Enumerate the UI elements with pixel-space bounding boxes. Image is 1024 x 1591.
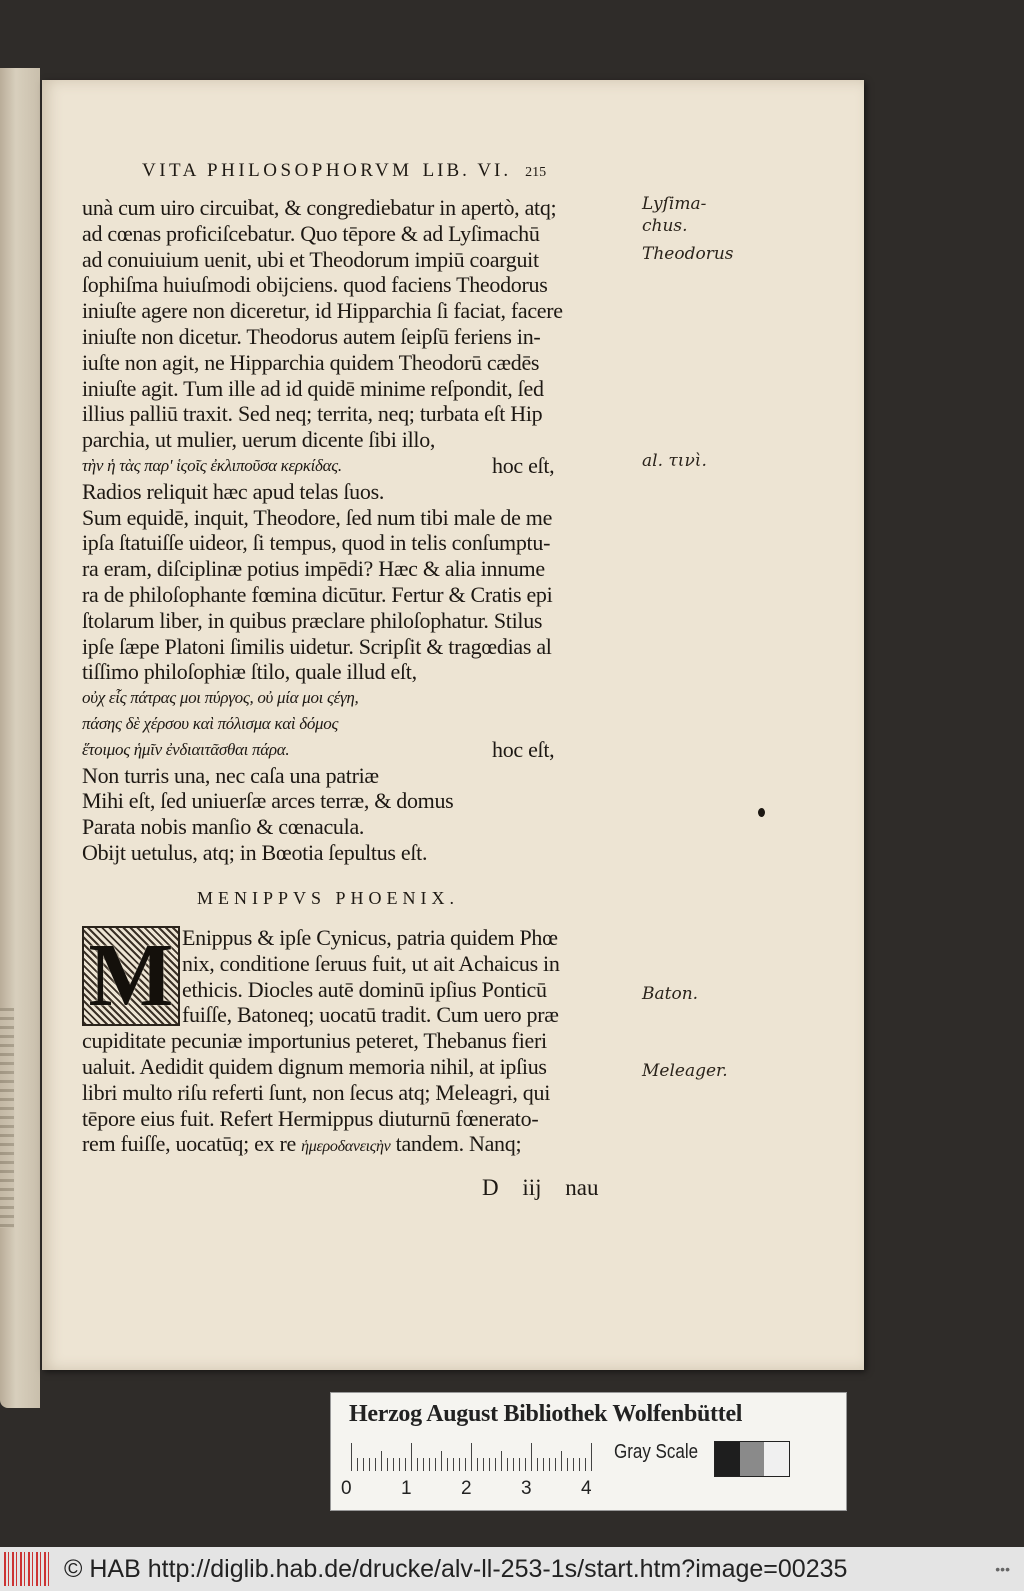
ruler-tick — [417, 1458, 418, 1471]
text-line: Radios reliquit hæc apud telas ſuos. — [82, 478, 385, 504]
ruler-tick — [447, 1458, 448, 1471]
ruler-tick — [435, 1458, 436, 1471]
section-title: MENIPPVS PHOENIX. — [197, 888, 460, 908]
running-head — [142, 160, 682, 186]
ruler-tick — [567, 1458, 568, 1471]
text-line: tiſſimo philoſophiæ ſtilo, quale illud eſt, — [82, 659, 417, 685]
color-checker-card — [330, 1392, 847, 1511]
hoc-est: hoc eſt, — [492, 736, 555, 762]
text-line: iuſte non agit, ne Hipparchia quidem Theodorū cædēs — [82, 349, 540, 375]
greek-quote: τὴν ἡ τὰς παρ' ἱςοῖς ἐκλιποῦσα κερκίδας. — [82, 455, 342, 475]
ruler-tick — [477, 1458, 478, 1471]
verse-line: Non turris una, nec caſa una patriæ — [82, 762, 379, 788]
greek-verse-line — [82, 737, 642, 763]
ruler-tick — [591, 1443, 592, 1471]
ruler-tick — [369, 1458, 370, 1471]
ruler-tick — [513, 1458, 514, 1471]
menippus-text — [82, 925, 642, 1157]
last-line-end: tandem. Nanq; — [395, 1131, 522, 1157]
ruler-tick — [507, 1458, 508, 1471]
ruler-tick — [555, 1458, 556, 1471]
text-line: Enippus & ipſe Cynicus, patria quidem Phœ — [182, 925, 558, 950]
ruler-tick — [351, 1443, 352, 1471]
margin-note-meleager: Meleager. — [642, 1061, 728, 1081]
main-text — [82, 195, 642, 866]
gray-scale-label: Gray Scale — [614, 1441, 699, 1463]
text-line: unà cum uiro circuibat, & congrediebatur in apertò, atq; — [82, 195, 557, 220]
gray-swatch — [740, 1442, 765, 1476]
ruler-tick — [573, 1458, 574, 1471]
text-line: nix, conditione ſeruus fuit, ut ait Achaicus in — [182, 950, 560, 976]
greek-verse: ἕτοιμος ἡμῖν ἐνδιαιτᾶσθαι πάρα. — [82, 739, 290, 759]
ruler-tick — [399, 1458, 400, 1471]
ruler-tick — [429, 1458, 430, 1471]
ruler-tick — [405, 1458, 406, 1471]
ruler-label: 1 — [401, 1478, 412, 1499]
text-line: ethicis. Diocles autē dominū ipſius Ponticū — [182, 976, 547, 1002]
ruler-tick — [387, 1458, 388, 1471]
text-line: ualuit. Aedidit quidem dignum memoria nihil, at ipſius — [82, 1053, 547, 1079]
ruler-tick — [471, 1443, 472, 1471]
ruler-tick — [441, 1451, 442, 1471]
text-line: Sum equidē, inquit, Theodore, ſed num tibi male de me — [82, 504, 553, 530]
text-line: tēpore eius fuit. Refert Hermippus diuturnū fœnerato- — [82, 1105, 539, 1131]
ruler-tick — [459, 1458, 460, 1471]
hoc-est: hoc eſt, — [492, 452, 555, 478]
ruler-tick — [519, 1458, 520, 1471]
initial-letter: M — [88, 926, 174, 1025]
margin-note-theodorus: Theodorus — [642, 244, 734, 264]
ruler-tick — [357, 1458, 358, 1471]
ruler-tick — [525, 1458, 526, 1471]
ruler-tick — [561, 1451, 562, 1471]
ruler-tick — [381, 1451, 382, 1471]
ink-spot — [758, 808, 765, 817]
ruler-tick — [531, 1443, 532, 1471]
text-line: fuiſſe, Batoneq; uocatū tradit. Cum uero præ — [182, 1002, 559, 1028]
scale-ruler — [351, 1443, 595, 1471]
ruler-tick — [465, 1458, 466, 1471]
signature-number: iij — [522, 1175, 542, 1200]
ruler-tick — [585, 1458, 586, 1471]
greek-word: ἡμεροδανειςὴν — [301, 1138, 391, 1156]
text-line: ra eram, diſciplinæ potius impēdi? Hæc & alia innume — [82, 556, 545, 582]
book-page — [42, 80, 864, 1370]
greek-verse-line: οὐχ εἷς πάτρας μοι πύργος, οὐ μία μοι ςέγη, — [82, 688, 359, 708]
gray-swatch — [715, 1442, 740, 1476]
text-line: iniuſte agit. Tum ille ad id quidē minime reſpondit, ſed — [82, 375, 544, 401]
running-head-book: LIB. VI. — [422, 160, 512, 181]
text-line: ad cœnas proficiſcebatur. Quo tēpore & ad Lyſimachū — [82, 220, 540, 246]
text-line: iniuſte non dicetur. Theodorus autem ſeipſū feriens in- — [82, 323, 541, 349]
ruler-tick — [501, 1451, 502, 1471]
ruler-tick — [543, 1458, 544, 1471]
ruler-tick — [393, 1458, 394, 1471]
verse-line: Parata nobis manſio & cœnacula. — [82, 814, 365, 840]
ruler-tick — [537, 1458, 538, 1471]
left-page-text-fragments — [0, 1008, 14, 1228]
text-line: ipſe ſæpe Platoni ſimilis uidetur. Scripſit & tragœdias al — [82, 633, 552, 659]
ruler-tick — [411, 1443, 412, 1471]
text-line: ſtolarum liber, in quibus præclare philoſophatur. Stilus — [82, 607, 543, 633]
text-line: ad conuiuium uenit, ubi et Theodorum impiū coarguit — [82, 246, 539, 272]
text-line — [82, 1131, 642, 1157]
verse-line: Obijt uetulus, atq; in Bœotia ſepultus eſt. — [82, 839, 428, 865]
text-line: ſophiſma huiuſmodi obijciens. quod faciens Theodorus — [82, 272, 548, 298]
ruler-label: 4 — [581, 1478, 592, 1499]
margin-note-baton: Baton. — [642, 984, 699, 1004]
running-head-title: VITA PHILOSOPHORVM — [142, 160, 413, 181]
ruler-tick — [375, 1458, 376, 1471]
library-name: Herzog August Bibliothek Wolfenbüttel — [349, 1401, 743, 1427]
signature-mark — [482, 1175, 599, 1201]
last-line-start: rem fuiſſe, uocatūq; ex re — [82, 1131, 296, 1157]
text-line: parchia, ut mulier, uerum dicente ſibi illo, — [82, 427, 436, 453]
text-line: ipſa ſtatuiſſe uideor, ſi tempus, quod in telis conſumptu- — [82, 530, 551, 556]
ruler-tick — [483, 1458, 484, 1471]
margin-note-al: al. τινὶ. — [642, 451, 707, 471]
footer-bar — [0, 1547, 1024, 1591]
greek-quote-line — [82, 453, 642, 479]
ruler-label: 0 — [341, 1478, 352, 1499]
ruler-tick — [363, 1458, 364, 1471]
text-line: cupiditate pecuniæ importunius peteret, Thebanus fieri — [82, 1028, 547, 1054]
ruler-labels — [341, 1478, 611, 1500]
ruler-tick — [579, 1458, 580, 1471]
ruler-tick — [423, 1458, 424, 1471]
text-line: libri multo riſu referti ſunt, non ſecus atq; Meleagri, qui — [82, 1079, 551, 1105]
signature-letter: D — [482, 1175, 499, 1200]
gray-swatch — [764, 1442, 789, 1476]
ruler-label: 3 — [521, 1478, 532, 1499]
gray-scale-bar — [714, 1441, 790, 1477]
margin-note-lysimachus: Lyſima- chus. — [642, 194, 707, 236]
ruler-label: 2 — [461, 1478, 472, 1499]
more-icon[interactable]: ••• — [995, 1561, 1010, 1577]
text-line: iniuſte agere non diceretur, id Hipparchia ſi faciat, facere — [82, 298, 563, 324]
text-line: illius palliū traxit. Sed neq; territa, neq; turbata eſt Hip — [82, 401, 543, 427]
ruler-tick — [489, 1458, 490, 1471]
left-page-edge — [0, 68, 40, 1408]
text-line: ra de philoſophante fœmina dicūtur. Fertur & Cratis epi — [82, 581, 553, 607]
hab-logo-icon — [4, 1552, 50, 1586]
ruler-tick — [495, 1458, 496, 1471]
verse-line: Mihi eſt, ſed uniuerſæ arces terræ, & domus — [82, 788, 454, 814]
folio-number: 215 — [525, 165, 547, 180]
copyright-link[interactable]: © HAB http://diglib.hab.de/drucke/alv-ll-253-1s/start.htm?image=00235 — [64, 1554, 848, 1583]
greek-verse-line: πάσης δὲ χέρσου καὶ πόλισμα καὶ δόμος — [82, 713, 339, 733]
ruler-tick — [453, 1458, 454, 1471]
catchword: nau — [565, 1175, 599, 1200]
ruler-tick — [549, 1458, 550, 1471]
